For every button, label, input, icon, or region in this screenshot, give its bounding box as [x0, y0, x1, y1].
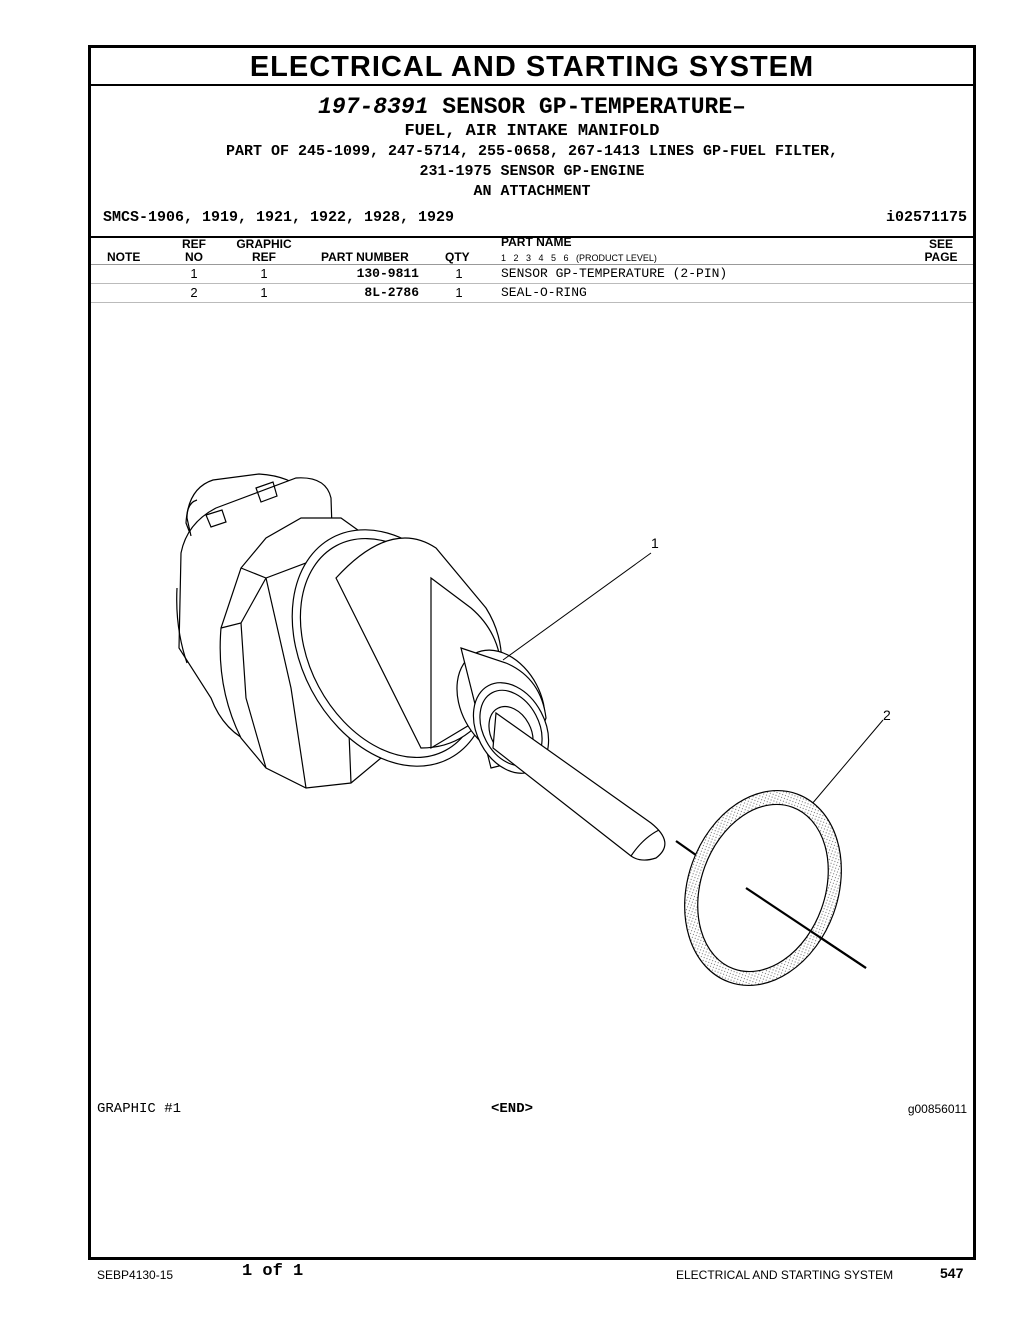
attachment-line: AN ATTACHMENT: [473, 183, 591, 200]
callout-1: 1: [651, 535, 659, 551]
callout-2: 2: [883, 707, 891, 723]
col-graphic-bottom: REF: [252, 250, 276, 264]
part-number: 130-9811: [356, 266, 419, 281]
group-subtitle: FUEL, AIR INTAKE MANIFOLD: [404, 122, 660, 141]
graphic-label: GRAPHIC #1: [97, 1101, 182, 1117]
col-part-name: PART NAME: [501, 235, 572, 249]
part-name: SEAL-O-RING: [501, 285, 587, 300]
col-part-number: PART NUMBER: [321, 250, 409, 264]
col-see-top: SEE: [928, 237, 953, 251]
footer-section: ELECTRICAL AND STARTING SYSTEM: [676, 1268, 894, 1282]
group-number: 197-8391: [318, 94, 429, 120]
part-of-line: PART OF 245-1099, 247-5714, 255-0658, 267-1413 LINES GP-FUEL FILTER,: [225, 143, 839, 160]
quantity: 1: [455, 285, 463, 300]
col-qty: QTY: [445, 250, 470, 264]
graphic-ref: 1: [260, 285, 268, 300]
parts-illustration: [91, 48, 973, 1048]
col-ref-bottom: NO: [185, 250, 203, 264]
smcs-codes: SMCS-1906, 1919, 1921, 1922, 1928, 1929: [103, 209, 455, 226]
ref-no: 2: [190, 285, 198, 300]
group-name: SENSOR GP-TEMPERATURE–: [442, 94, 746, 120]
footer-doc-number: SEBP4130-15: [97, 1268, 174, 1282]
illustration-id: i02571175: [885, 209, 967, 226]
part-name: SENSOR GP-TEMPERATURE (2-PIN): [501, 266, 728, 281]
footer-page-number: 547: [940, 1265, 964, 1281]
col-graphic-top: GRAPHIC: [236, 237, 292, 251]
graphic-id: g00856011: [907, 1102, 967, 1116]
col-product-levels: 1 2 3 4 5 6 (PRODUCT LEVEL): [501, 253, 657, 263]
ref-no: 1: [190, 266, 198, 281]
col-note: NOTE: [107, 250, 141, 264]
end-marker: <END>: [491, 1101, 534, 1117]
footer-page-of: 1 of 1: [242, 1262, 304, 1281]
o-ring-seal-drawing: [658, 768, 867, 1007]
graphic-ref: 1: [260, 266, 268, 281]
section-title: ELECTRICAL AND STARTING SYSTEM: [91, 48, 973, 86]
quantity: 1: [455, 266, 463, 281]
page-frame: [88, 45, 976, 1260]
col-see-bottom: PAGE: [924, 250, 958, 264]
part-number: 8L-2786: [364, 285, 419, 300]
col-ref-top: REF: [182, 237, 206, 251]
engine-sensor-line: 231-1975 SENSOR GP-ENGINE: [419, 163, 645, 180]
